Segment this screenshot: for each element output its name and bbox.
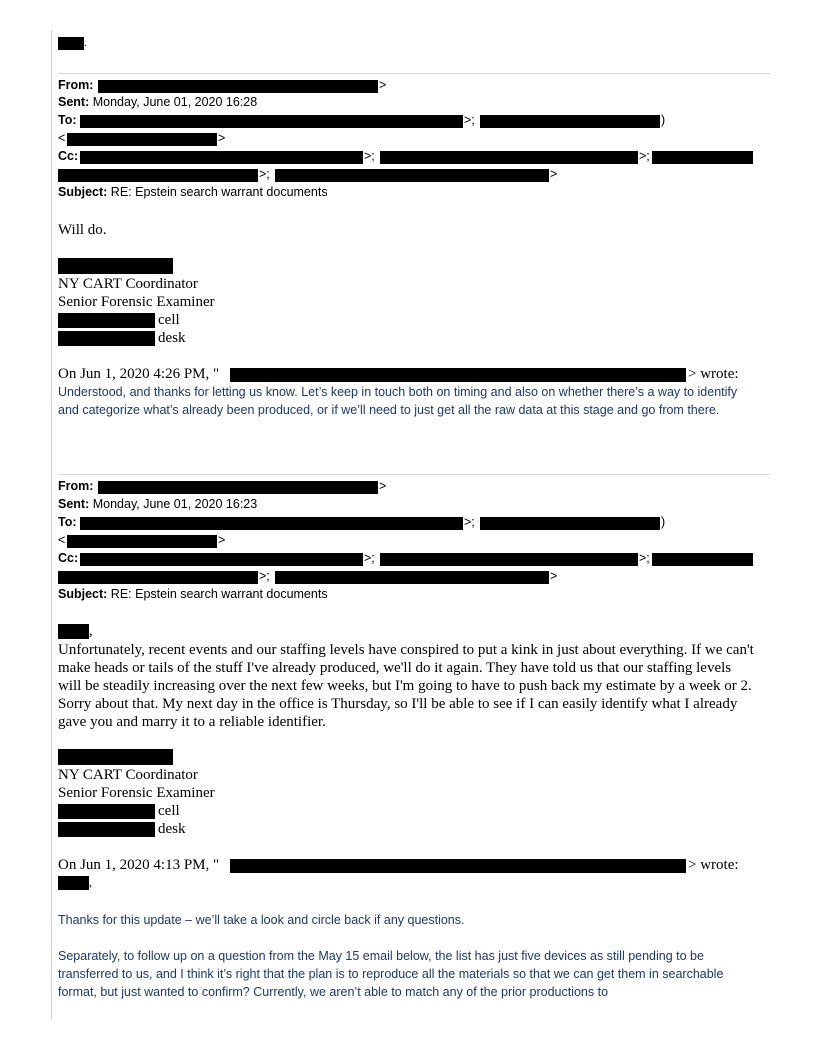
redaction	[380, 553, 638, 566]
redaction	[67, 535, 217, 548]
quoted-body: Separately, to follow up on a question from the May 15 email below, the list has just five devices as still pending to be transferred to us, and I think it’s right that the plan is to reproduce all the materials so that we can get them in searchable format, but just wanted to confirm? Currently, we aren’t able to match any of the prior productions to	[58, 949, 724, 999]
email-body: Will do.	[58, 222, 107, 238]
redaction	[275, 571, 549, 584]
document-page: . From: > Sent: Monday, June 01, 2020 16:28 To: >; ) < > Cc: >; >; >; > Subject: RE: Epstein search warrant documents Will do. NY CART Coordinator Senior Forensic Examiner cell desk On Jun 1, 2020 4:26 PM, " > wrote: Understood, and thanks for letting us know. Let’s keep in touch both on timing and also on whether there’s a way to identify and categorize what’s already been produced, or if we’ll need to just get all the raw data at this stage and go from there. From: > Sent: Monday, June 01, 2020 16:23 To: >; ) < > Cc: >; >; >; > Subject: RE: Epstein search warrant documents , Unfortunately, recent events and our staffing levels have conspired to put a kink in just about everything. If we can't make heads or tails of the stuff I've already produced, we'll do it again. They have told us that our staffing levels will be steadily increasing over the next few weeks, but I'm going to have to push back my estimate by a week or 2. Sorry about that. My next day in the office is Thursday, so I'll be able to see if I can easily identify what I already gave you and marry it to a reliable identifier. NY CART Coordinator Senior Forensic Examiner cell desk On Jun 1, 2020 4:13 PM, " > wrote: , Thanks for this update – we’ll take a look and circle back if any questions. Separately, to follow up on a question from the May 15 email below, the list has just five devices as still pending to be transferred to us, and I think it’s right that the plan is to reproduce all the materials so that we can get them in searchable format, but just wanted to confirm? Currently, we aren’t able to match any of the prior productions to	[0, 0, 816, 1056]
signature-cell: cell	[158, 803, 180, 819]
quote-wrote: > wrote:	[688, 857, 739, 873]
redaction	[230, 368, 686, 382]
signature-title: Senior Forensic Examiner	[58, 785, 215, 801]
quote-header: On Jun 1, 2020 4:26 PM, "	[58, 366, 220, 382]
redaction	[80, 115, 463, 128]
redaction	[652, 553, 753, 566]
email-body: Unfortunately, recent events and our staffing levels have conspired to put a kink in just about everything. If we can't make heads or tails of the stuff I've already produced, we'll do it again. They have told us that our staffing levels will be steadily increasing over the next few weeks, but I'm going to have to push back my estimate by a week or 2. Sorry about that. My next day in the office is Thursday, so I'll be able to see if I can easily identify what I already gave you and marry it to a reliable identifier.	[58, 642, 754, 730]
redaction	[98, 80, 378, 93]
margin-rule	[51, 30, 52, 1020]
signature-title: Senior Forensic Examiner	[58, 294, 215, 310]
redaction	[380, 151, 638, 164]
redaction	[58, 804, 155, 819]
redaction	[58, 169, 258, 182]
separator	[58, 73, 770, 74]
to-line: To:	[58, 113, 77, 127]
signature-desk: desk	[158, 330, 186, 346]
signature-desk: desk	[158, 821, 186, 837]
signature-title: NY CART Coordinator	[58, 767, 198, 783]
redaction	[67, 133, 217, 146]
quote-header: On Jun 1, 2020 4:13 PM, "	[58, 857, 220, 873]
redaction	[58, 258, 173, 274]
from-line: From:	[58, 78, 94, 92]
from-line: From:	[58, 479, 94, 493]
quote-wrote: > wrote:	[688, 366, 739, 382]
cc-line: Cc:	[58, 551, 79, 565]
period: .	[84, 35, 87, 49]
signature-title: NY CART Coordinator	[58, 276, 198, 292]
redaction	[275, 169, 549, 182]
redaction	[58, 624, 89, 639]
signature-cell: cell	[158, 312, 180, 328]
subject-line: Subject: RE: Epstein search warrant documents	[58, 185, 328, 199]
subject-line: Subject: RE: Epstein search warrant documents	[58, 587, 328, 601]
quoted-body: Understood, and thanks for letting us know. Let’s keep in touch both on timing and also on whether there’s a way to identify and categorize what’s already been produced, or if we’ll need to just get all the raw data at this stage and go from there.	[58, 385, 738, 417]
redaction	[80, 151, 363, 164]
to-line: To:	[58, 515, 77, 529]
redaction	[652, 151, 753, 164]
redaction	[480, 115, 660, 128]
quoted-body: Thanks for this update – we’ll take a look and circle back if any questions.	[58, 913, 465, 927]
separator	[58, 474, 770, 475]
redaction	[58, 822, 155, 837]
redaction	[58, 331, 155, 346]
redaction	[230, 859, 686, 873]
redaction	[58, 571, 258, 584]
redaction	[80, 517, 463, 530]
redaction	[58, 749, 173, 765]
sent-line: Sent: Monday, June 01, 2020 16:28	[58, 95, 258, 109]
redaction	[58, 876, 89, 890]
redaction	[98, 481, 378, 494]
cc-line: Cc:	[58, 149, 79, 163]
redaction	[58, 37, 84, 50]
redaction	[58, 313, 155, 328]
redaction	[480, 517, 660, 530]
sent-line: Sent: Monday, June 01, 2020 16:23	[58, 497, 258, 511]
redaction	[80, 553, 363, 566]
